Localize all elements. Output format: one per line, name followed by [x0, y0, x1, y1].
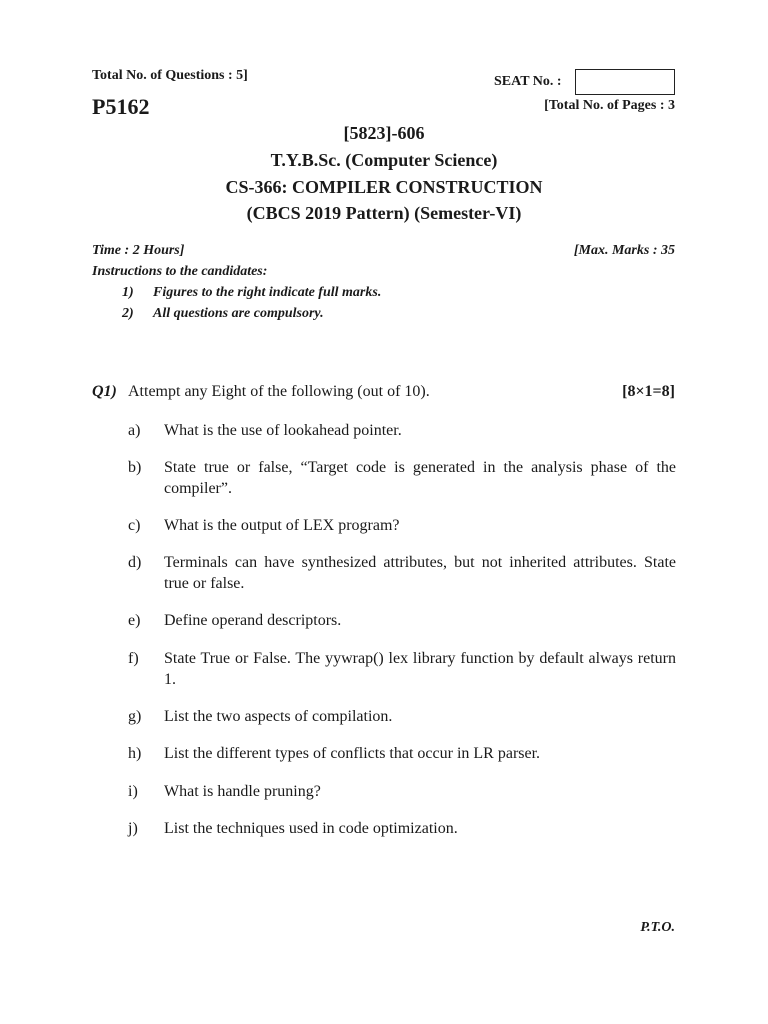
sub-question — [128, 515, 676, 536]
sub-question-label: c) — [128, 517, 141, 534]
sub-question-text: Define operand descriptors. — [164, 612, 342, 629]
instruction-number: 1) — [122, 285, 134, 300]
total-pages: [Total No. of Pages : 3 — [544, 98, 675, 113]
sub-question — [128, 552, 676, 594]
sub-question-text: State true or false, “Target code is generated in the analysis phase of the compiler”. — [164, 459, 676, 497]
sub-question — [128, 706, 676, 727]
sub-question-text: State True or False. The yywrap() lex library function by default always return 1. — [164, 650, 676, 688]
sub-question-label: i) — [128, 783, 138, 800]
sub-question-text: Terminals can have synthesized attributes, but not inherited attributes. State true or false. — [164, 554, 676, 592]
sub-question-label: e) — [128, 612, 141, 629]
instruction-number: 2) — [122, 306, 134, 321]
question-label: Q1) — [92, 383, 117, 400]
sub-question-label: a) — [128, 422, 141, 439]
seat-number-label: SEAT No. : — [494, 74, 562, 89]
sub-question-text: List the techniques used in code optimization. — [164, 820, 458, 837]
instruction-item — [122, 285, 381, 301]
sub-question-text: List the two aspects of compilation. — [164, 708, 393, 725]
course-title: T.Y.B.Sc. (Computer Science) — [270, 150, 498, 170]
total-questions: Total No. of Questions : 5] — [92, 68, 248, 83]
sub-question — [128, 818, 676, 839]
sub-question-label: f) — [128, 650, 139, 667]
sub-question — [128, 457, 676, 499]
exam-code: [5823]-606 — [343, 123, 425, 143]
sub-question — [128, 420, 676, 441]
sub-question-label: h) — [128, 745, 142, 762]
sub-question-label: g) — [128, 708, 142, 725]
sub-question-text: What is the use of lookahead pointer. — [164, 422, 402, 439]
seat-number-field[interactable] — [575, 69, 675, 95]
sub-question-label: b) — [128, 459, 142, 476]
sub-question-text: List the different types of conflicts that occur in LR parser. — [164, 745, 541, 762]
sub-question — [128, 610, 676, 631]
question-prompt: Attempt any Eight of the following (out of 10). — [128, 383, 430, 400]
sub-question — [128, 648, 676, 690]
paper-code: P5162 — [92, 94, 150, 119]
instruction-item — [122, 306, 324, 322]
sub-question-label: j) — [128, 820, 138, 837]
please-turn-over: P.T.O. — [640, 920, 675, 935]
exam-time: Time : 2 Hours] — [92, 243, 185, 258]
instruction-text: Figures to the right indicate full marks. — [153, 285, 382, 300]
sub-question-text: What is the output of LEX program? — [164, 517, 400, 534]
sub-question-text: What is handle pruning? — [164, 783, 321, 800]
instruction-text: All questions are compulsory. — [153, 306, 324, 321]
max-marks: [Max. Marks : 35 — [573, 243, 675, 258]
sub-question — [128, 781, 676, 802]
instructions-heading: Instructions to the candidates: — [92, 264, 268, 279]
sub-question-label: d) — [128, 554, 142, 571]
question-marks: [8×1=8] — [622, 383, 675, 400]
sub-question — [128, 743, 676, 764]
pattern-title: (CBCS 2019 Pattern) (Semester-VI) — [246, 203, 522, 223]
subject-title: CS-366: COMPILER CONSTRUCTION — [225, 177, 543, 197]
